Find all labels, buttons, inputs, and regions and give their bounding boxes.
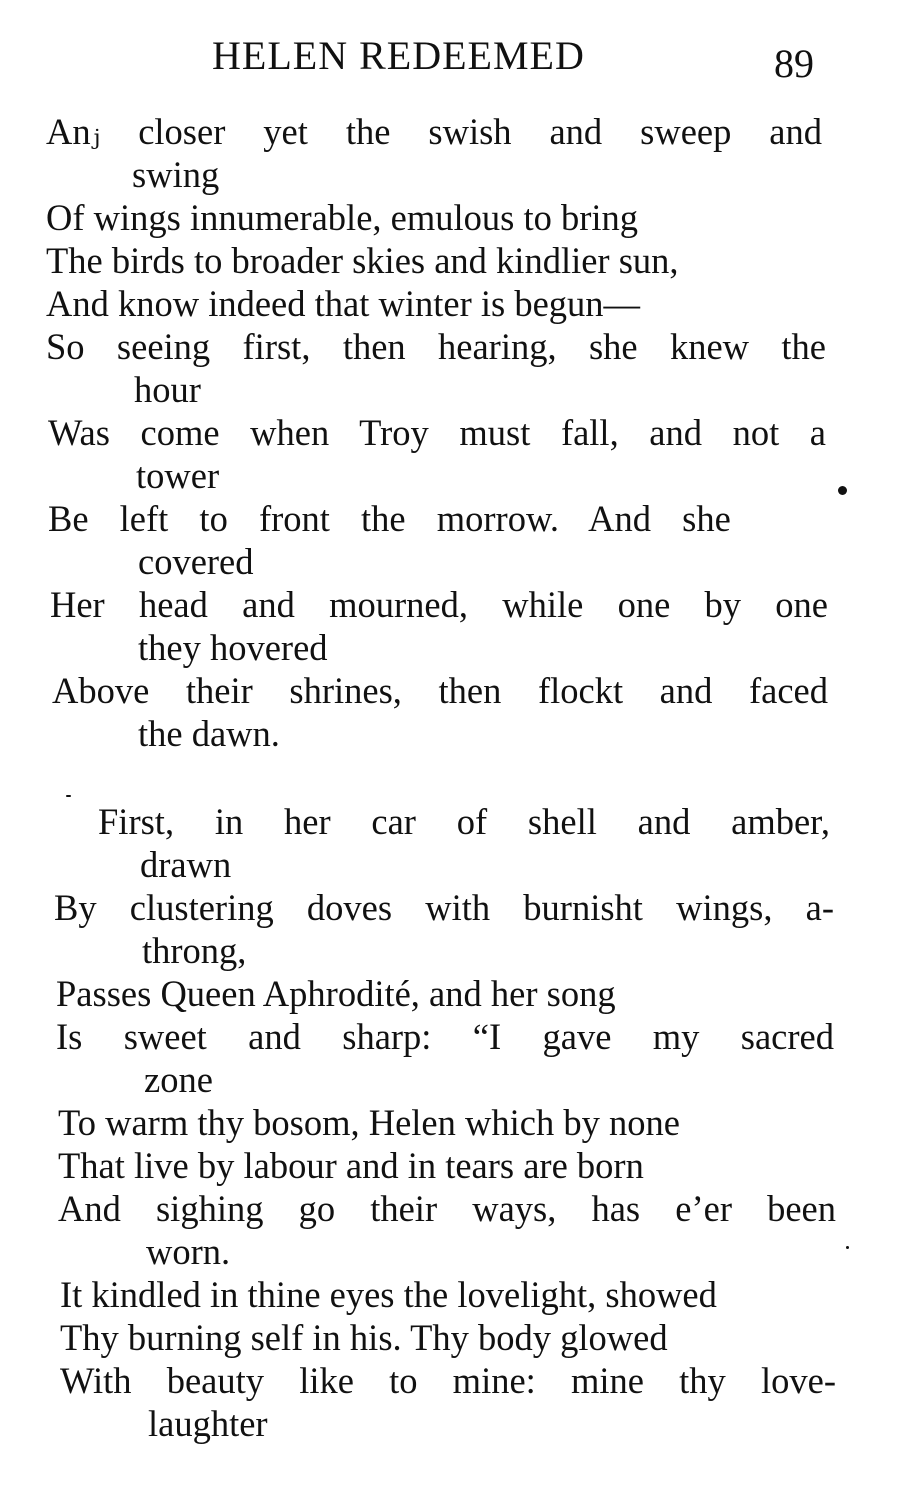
verse-line: Of wings innumerable, emulous to bring [46, 197, 639, 238]
verse-line: swing [132, 154, 220, 195]
verse-line: Above their shrines, then flockt and faced [52, 670, 828, 711]
verse-line: And know indeed that winter is begun— [46, 283, 641, 324]
page-number: 89 [774, 41, 814, 86]
ink-speck [838, 486, 847, 495]
verse-line: It kindled in thine eyes the lovelight, showed [60, 1274, 717, 1315]
verse-line: worn. [146, 1231, 231, 1272]
verse-line: laughter [148, 1403, 268, 1444]
verse-line: Thy burning self in his. Thy body glowed [60, 1317, 668, 1358]
verse-line: Is sweet and sharp: “I gave my sacred [56, 1016, 834, 1057]
verse-line: Her head and mourned, while one by one [50, 584, 828, 625]
verse-line: covered [138, 541, 254, 582]
verse-line: Be left to front the morrow. And she [48, 498, 731, 539]
verse-line: hour [134, 369, 201, 410]
verse-line: they hovered [138, 627, 328, 668]
running-head [0, 32, 900, 86]
ink-speck [66, 795, 71, 797]
verse-line: To warm thy bosom, Helen which by none [58, 1102, 680, 1143]
verse-line: zone [144, 1059, 213, 1100]
running-title: HELEN REDEEMED [212, 33, 585, 78]
verse-line: tower [136, 455, 220, 496]
verse-line: By clustering doves with burnisht wings, a- [54, 887, 834, 928]
verse-line: the dawn. [138, 713, 280, 754]
verse-line: First, in her car of shell and amber, [98, 801, 830, 842]
verse-line: And sighing go their ways, has e’er been [58, 1188, 836, 1229]
verse-line: Passes Queen Aphrodité, and her song [56, 973, 616, 1014]
verse-line: throng, [142, 930, 247, 971]
verse-line: Anⱼ closer yet the swish and sweep and [46, 111, 822, 152]
verse-line: The birds to broader skies and kindlier sun, [46, 240, 679, 281]
verse-line: drawn [140, 844, 232, 885]
ink-speck [846, 1246, 849, 1249]
verse-line: So seeing first, then hearing, she knew the [46, 326, 826, 367]
verse-line: That live by labour and in tears are born [58, 1145, 644, 1186]
verse-line: With beauty like to mine: mine thy love- [60, 1360, 836, 1401]
verse-line: Was come when Troy must fall, and not a [48, 412, 826, 453]
